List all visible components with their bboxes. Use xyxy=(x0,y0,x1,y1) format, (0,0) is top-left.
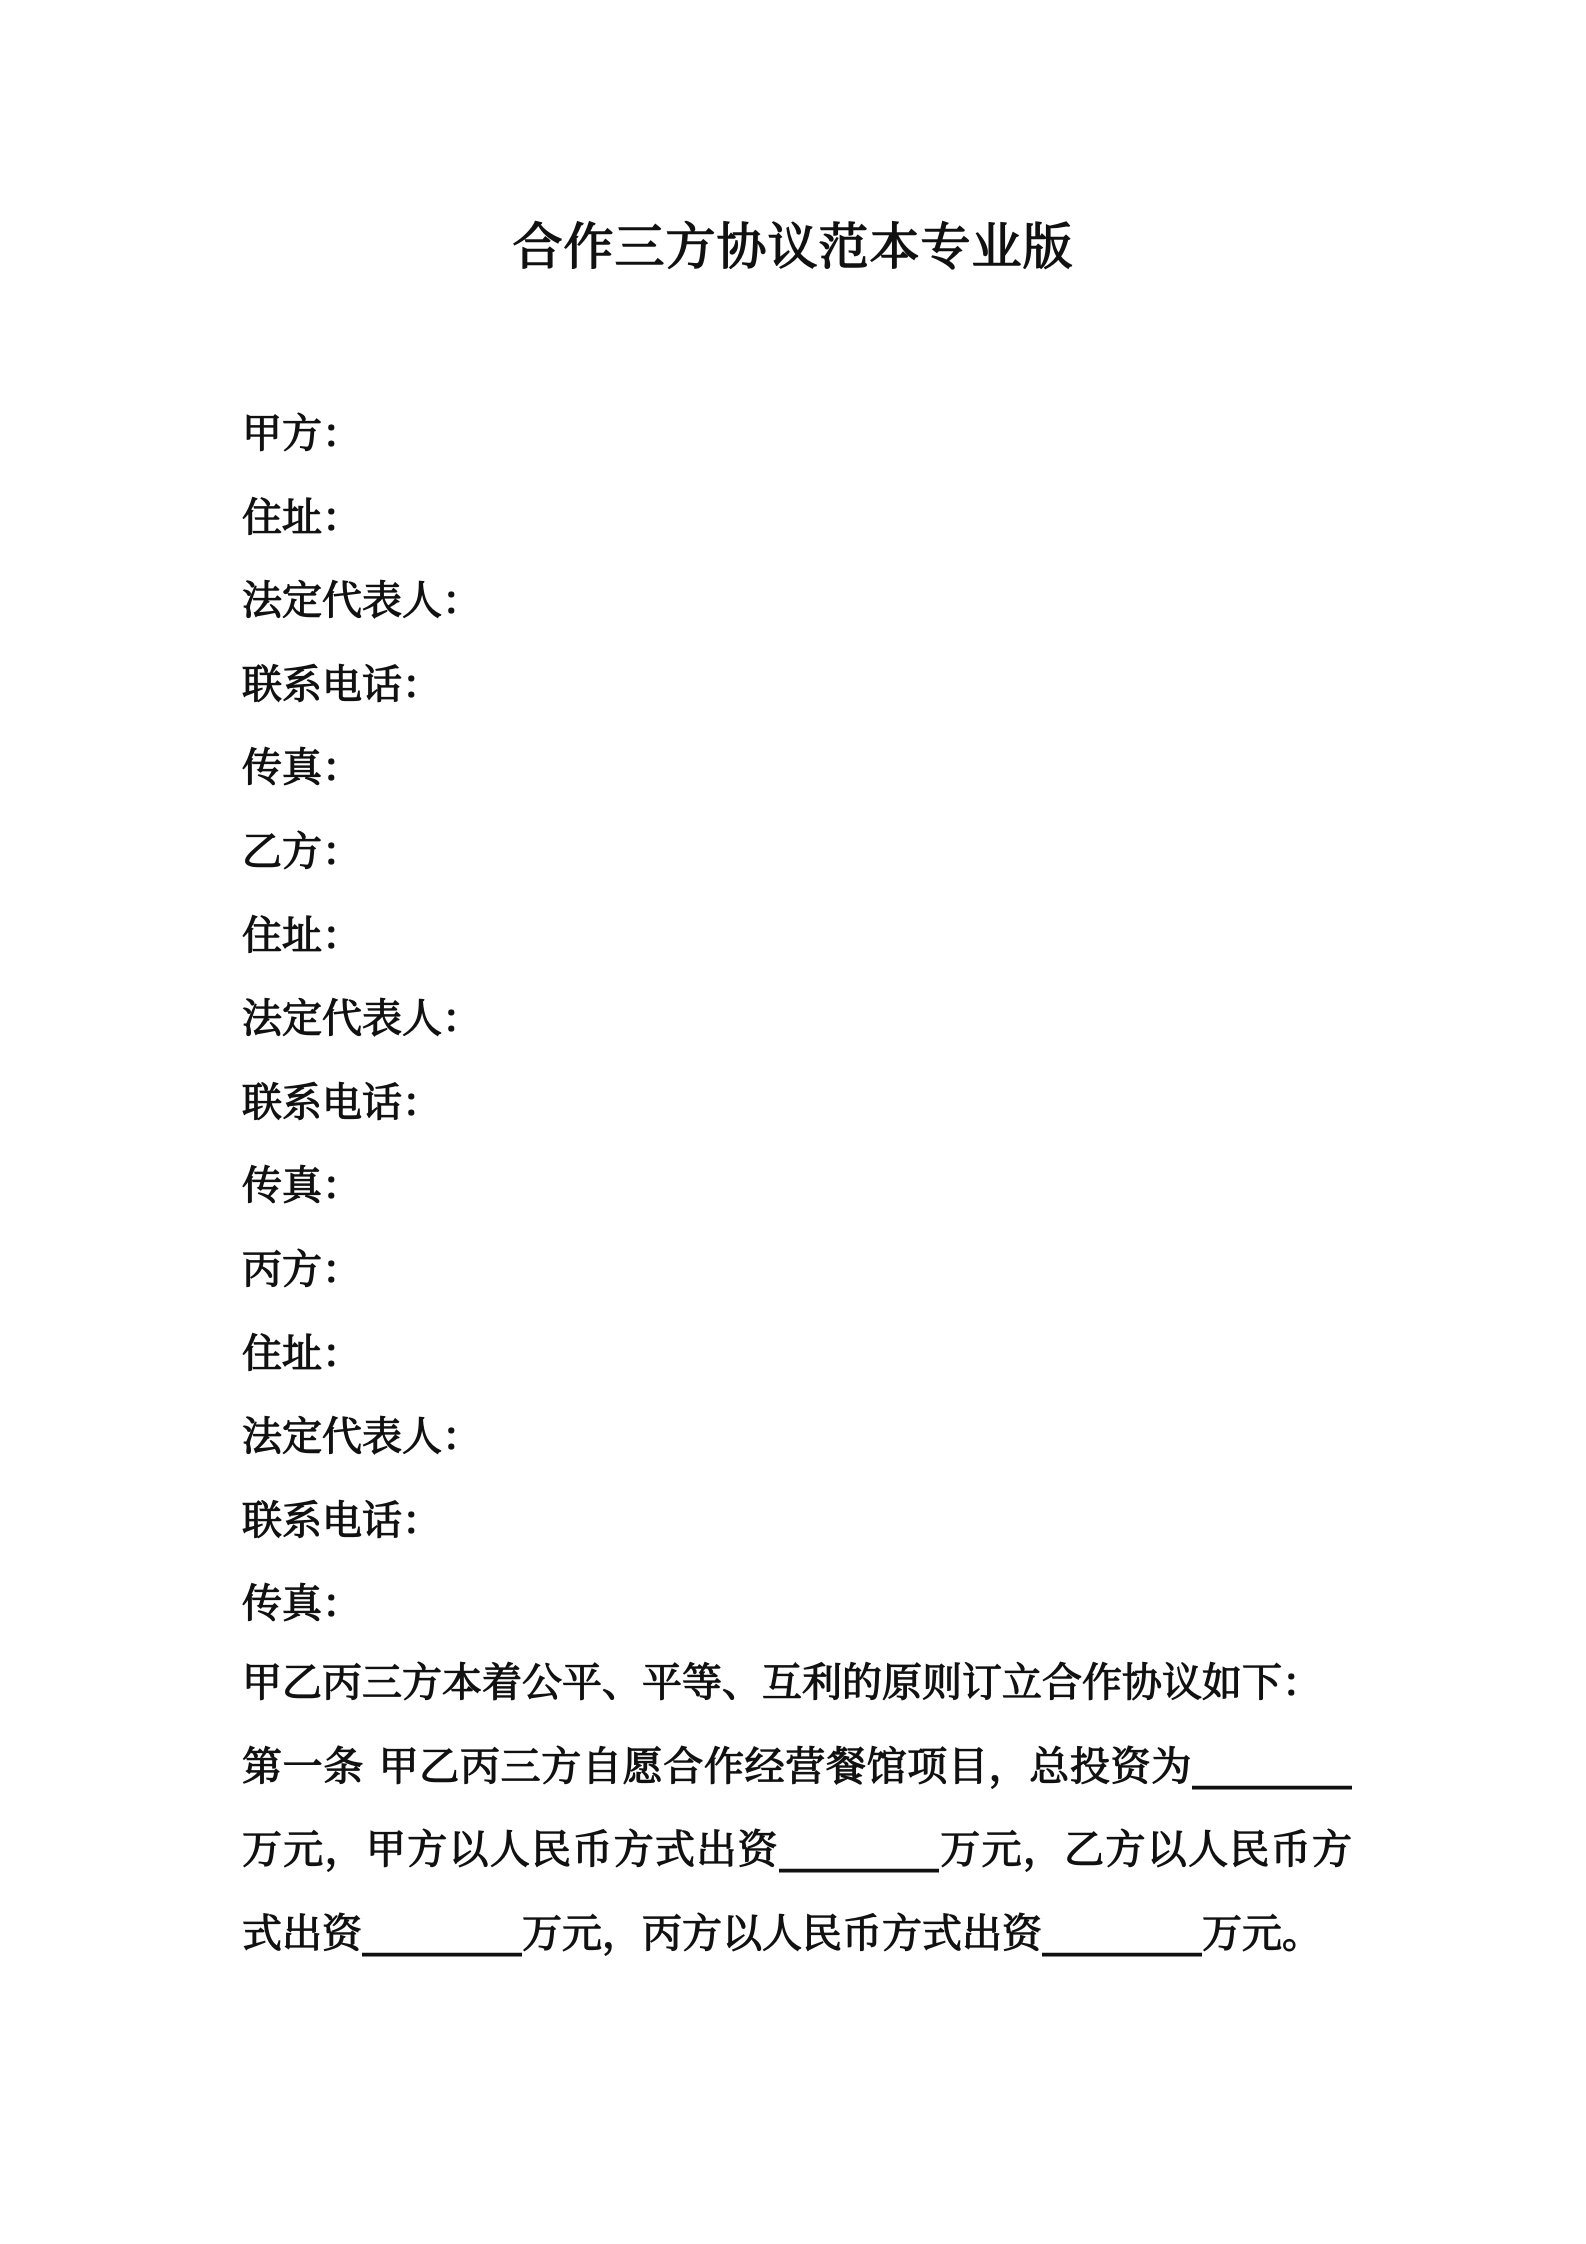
party-b-legal-rep-label: 法定代表人： xyxy=(242,996,482,1043)
party-a-phone-label: 联系电话： xyxy=(242,661,442,708)
agreement-body xyxy=(242,1653,1352,1987)
party-a-legal-rep-label: 法定代表人： xyxy=(242,578,482,625)
party-c-phone-label: 联系电话： xyxy=(242,1497,442,1544)
party-c-fax-label: 传真： xyxy=(242,1581,362,1628)
agreement-preamble: 甲乙丙三方本着公平、平等、互利的原则订立合作协议如下： xyxy=(242,1660,1322,1706)
party-b-address-label: 住址： xyxy=(242,912,362,959)
party-c-legal-rep-label: 法定代表人： xyxy=(242,1414,482,1461)
party-b-fax-label: 传真： xyxy=(242,1163,362,1210)
article-1-line-1: 第一条 甲乙丙三方自愿合作经营餐馆项目，总投资为________ xyxy=(242,1743,1352,1790)
party-c-label: 丙方： xyxy=(242,1246,362,1293)
party-a-address-label: 住址： xyxy=(242,494,362,541)
party-a-label: 甲方： xyxy=(242,411,362,457)
party-b-label: 乙方： xyxy=(242,828,362,875)
document-title: 合作三方协议范本专业版 xyxy=(512,218,1074,276)
party-b-phone-label: 联系电话： xyxy=(242,1079,442,1126)
party-c-address-label: 住址： xyxy=(242,1330,362,1377)
article-1-line-2: 万元，甲方以人民币方式出资________万元，乙方以人民币方 xyxy=(242,1827,1352,1874)
party-info-fields xyxy=(242,404,1352,1658)
party-a-fax-label: 传真： xyxy=(242,745,362,792)
article-1-line-3: 式出资________万元，丙方以人民币方式出资________万元。 xyxy=(242,1910,1322,1957)
